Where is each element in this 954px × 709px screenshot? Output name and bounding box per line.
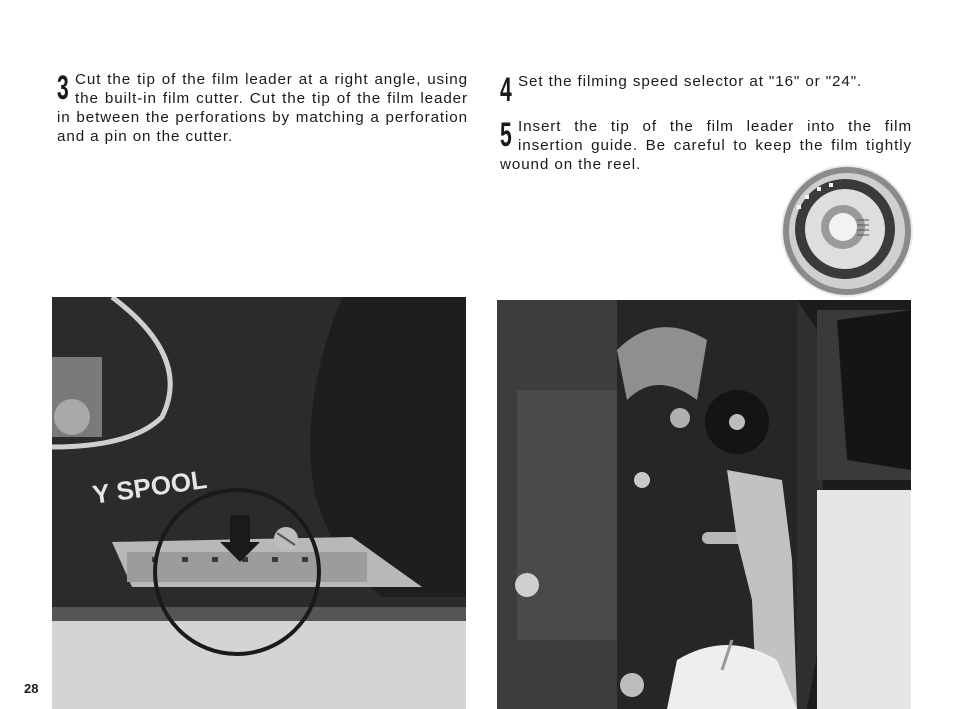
step-5-number: 5 xyxy=(500,116,513,154)
step-3-instruction xyxy=(57,70,468,146)
step-4-instruction xyxy=(500,71,914,109)
step-4-number: 4 xyxy=(500,71,513,109)
film-cutter-photo xyxy=(52,297,466,709)
page-number: 28 xyxy=(24,681,39,696)
step-4-text: Set the filming speed selector at "16" or "24". xyxy=(518,73,863,90)
film-insertion-photo xyxy=(497,300,911,709)
step-3-text: Cut the tip of the film leader at a right angle, using the built-in film cutter. Cut the tip of the film leader in between the perforations by matching a perforation and a pin on the cutter. xyxy=(57,71,468,145)
speed-selector-dial-photo xyxy=(777,165,914,297)
step-3-number: 3 xyxy=(57,69,70,107)
step-5-text: Insert the tip of the film leader into the film insertion guide. Be careful to keep the film tightly wound on the reel. xyxy=(500,118,912,173)
spool-label: Y SPOOL xyxy=(90,464,209,510)
